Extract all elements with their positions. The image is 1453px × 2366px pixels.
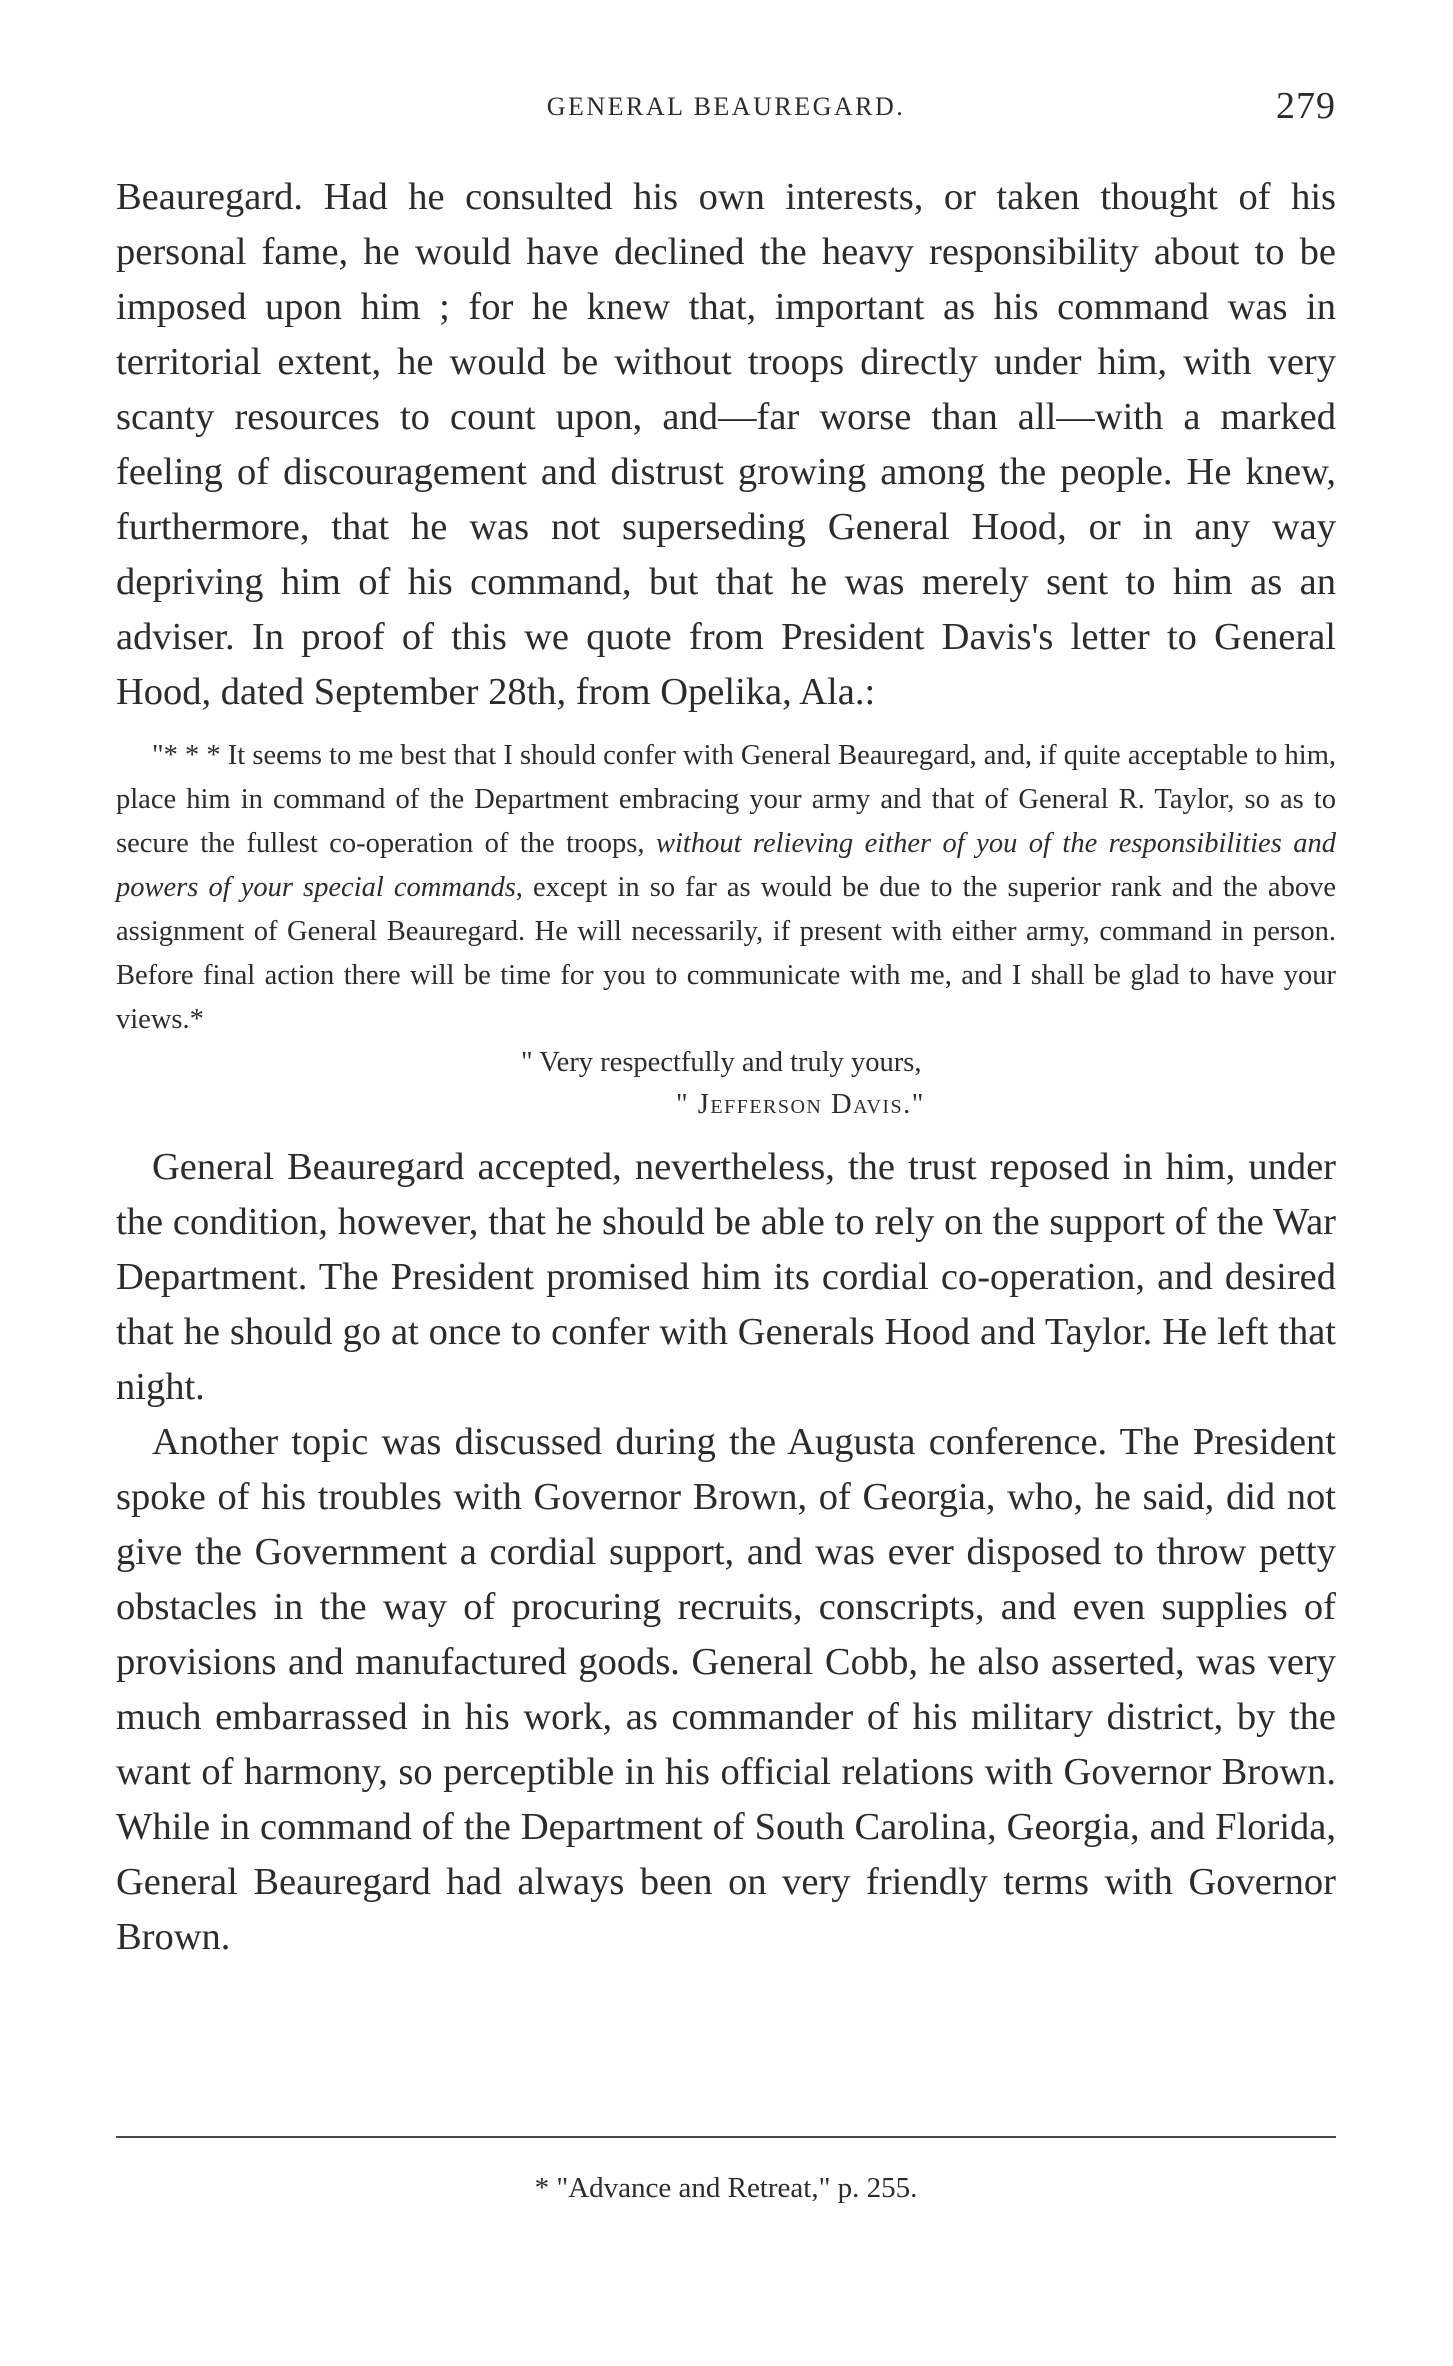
closing-signature: " Jefferson Davis." <box>676 1089 925 1120</box>
running-title: GENERAL BEAUREGARD. <box>546 92 906 121</box>
paragraph-3: Another topic was discussed during the Augusta conference. The President spoke of his troubles with Governor Brown, of Georgia, who, he said, did not give the Government a cordial support, and was ever disposed to throw petty obstacles in the way of procuring recruits, conscripts, and even supplies of provisions and manufactured goods. General Cobb, he also asserted, was very much embarrassed in his work, as commander of his military district, by the want of harmony, so perceptible in his official relations with Governor Brown. While in command of the Department of South Carolina, Georgia, and Florida, General Beauregard had always been on very friendly terms with Governor Brown. <box>116 1421 1336 1958</box>
quoted-letter <box>116 734 1336 1042</box>
footnote-divider <box>116 2136 1336 2138</box>
closing-salutation: " Very respectfully and truly yours, <box>521 1047 922 1078</box>
letter-closing <box>116 1042 1336 1126</box>
body-text <box>116 170 1336 1965</box>
page-number: 279 <box>1276 85 1336 127</box>
quote-text-italic: without relieving either of you of the responsibilities and powers of your special commands <box>116 828 1336 903</box>
paragraph-2: General Beauregard accepted, nevertheless, the trust reposed in him, under the condition, however, that he should be able to rely on the support of the War Department. The President promised him its cordial co-operation, and desired that he should go at once to confer with Generals Hood and Taylor. He left that night. <box>116 1146 1336 1408</box>
quote-text-after: , except in so far as would be due to the superior rank and the above assignment of General Beauregard. He will necessarily, if present with either army, command in person. Before final action there will be time for you to communicate with me, and I shall be glad to have your views.* <box>116 872 1336 1035</box>
quote-text-before: "* * * It seems to me best that I should confer with General Beauregard, and, if quite acceptable to him, place him in command of the Department embracing your army and that of General R. Taylor, so as to secure the fullest co-operation of the troops, <box>116 740 1336 859</box>
footnote: * "Advance and Retreat," p. 255. <box>534 2172 918 2204</box>
paragraph-1: Beauregard. Had he consulted his own interests, or taken thought of his personal fame, he would have declined the heavy responsibility about to be imposed upon him ; for he knew that, important as his command was in territorial extent, he would be without troops directly under him, with very scanty resources to count upon, and—far worse than all—with a marked feeling of discouragement and distrust growing among the people. He knew, furthermore, that he was not superseding General Hood, or in any way depriving him of his command, but that he was merely sent to him as an adviser. In proof of this we quote from President Davis's letter to General Hood, dated September 28th, from Opelika, Ala.: <box>116 176 1336 713</box>
running-head <box>116 85 1336 136</box>
